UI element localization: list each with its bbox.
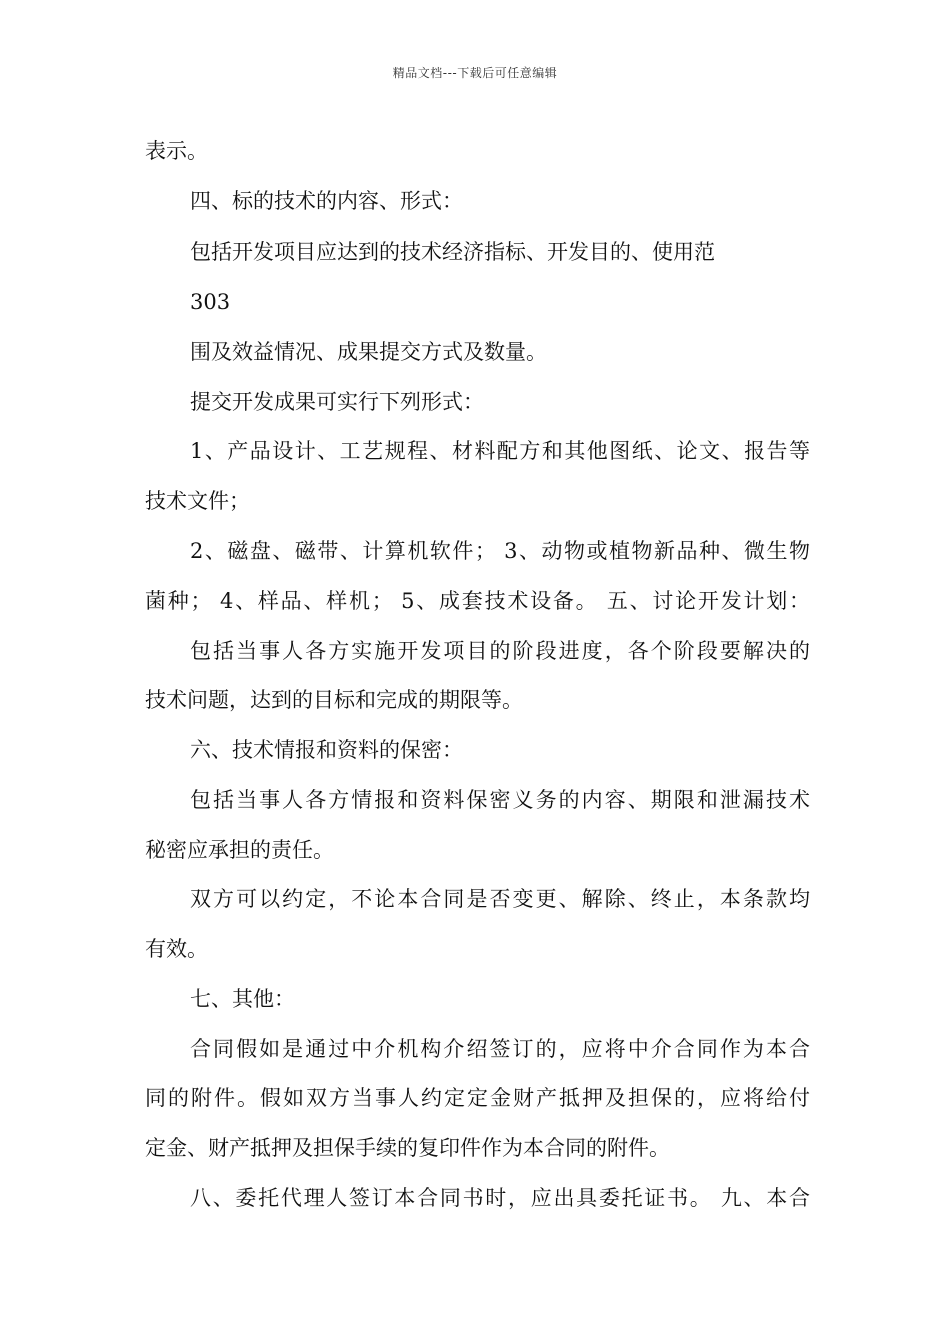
text-line: 1、产品设计、工艺规程、材料配方和其他图纸、论文、报告等 <box>190 439 810 463</box>
text-line: 包括当事人各方情报和资料保密义务的内容、期限和泄漏技术 <box>190 788 810 812</box>
text-line: 技术问题，达到的目标和完成的期限等。 <box>145 688 523 712</box>
section-heading: 七、其他： <box>190 987 295 1011</box>
text-line: 2、磁盘、磁带、计算机软件； 3、动物或植物新品种、微生物 <box>190 539 810 563</box>
page-number-text: 303 <box>190 290 231 314</box>
text-line: 同的附件。假如双方当事人约定定金财产抵押及担保的，应将给付 <box>145 1086 810 1110</box>
text-line: 围及效益情况、成果提交方式及数量。 <box>190 340 547 364</box>
text-line: 定金、财产抵押及担保手续的复印件作为本合同的附件。 <box>145 1136 670 1160</box>
text-line: 表示。 <box>145 139 208 163</box>
text-line: 双方可以约定，不论本合同是否变更、解除、终止，本条款均 <box>190 887 810 911</box>
page-header: 精品文档---下载后可任意编辑 <box>392 66 558 80</box>
section-heading: 六、技术情报和资料的保密： <box>190 738 463 762</box>
text-line: 提交开发成果可实行下列形式： <box>190 390 484 414</box>
text-line: 菌种； 4、样品、样机； 5、成套技术设备。 五、讨论开发计划： <box>145 589 810 613</box>
section-heading: 四、标的技术的内容、形式： <box>190 189 463 213</box>
text-line: 合同假如是通过中介机构介绍签订的，应将中介合同作为本合 <box>190 1037 810 1061</box>
text-line: 八、委托代理人签订本合同书时，应出具委托证书。 九、本合 <box>190 1186 810 1210</box>
text-line: 有效。 <box>145 937 208 961</box>
text-line: 技术文件； <box>145 489 250 513</box>
text-line: 秘密应承担的责任。 <box>145 838 334 862</box>
text-line: 包括开发项目应达到的技术经济指标、开发目的、使用范 <box>190 240 715 264</box>
text-line: 包括当事人各方实施开发项目的阶段进度，各个阶段要解决的 <box>190 639 810 663</box>
